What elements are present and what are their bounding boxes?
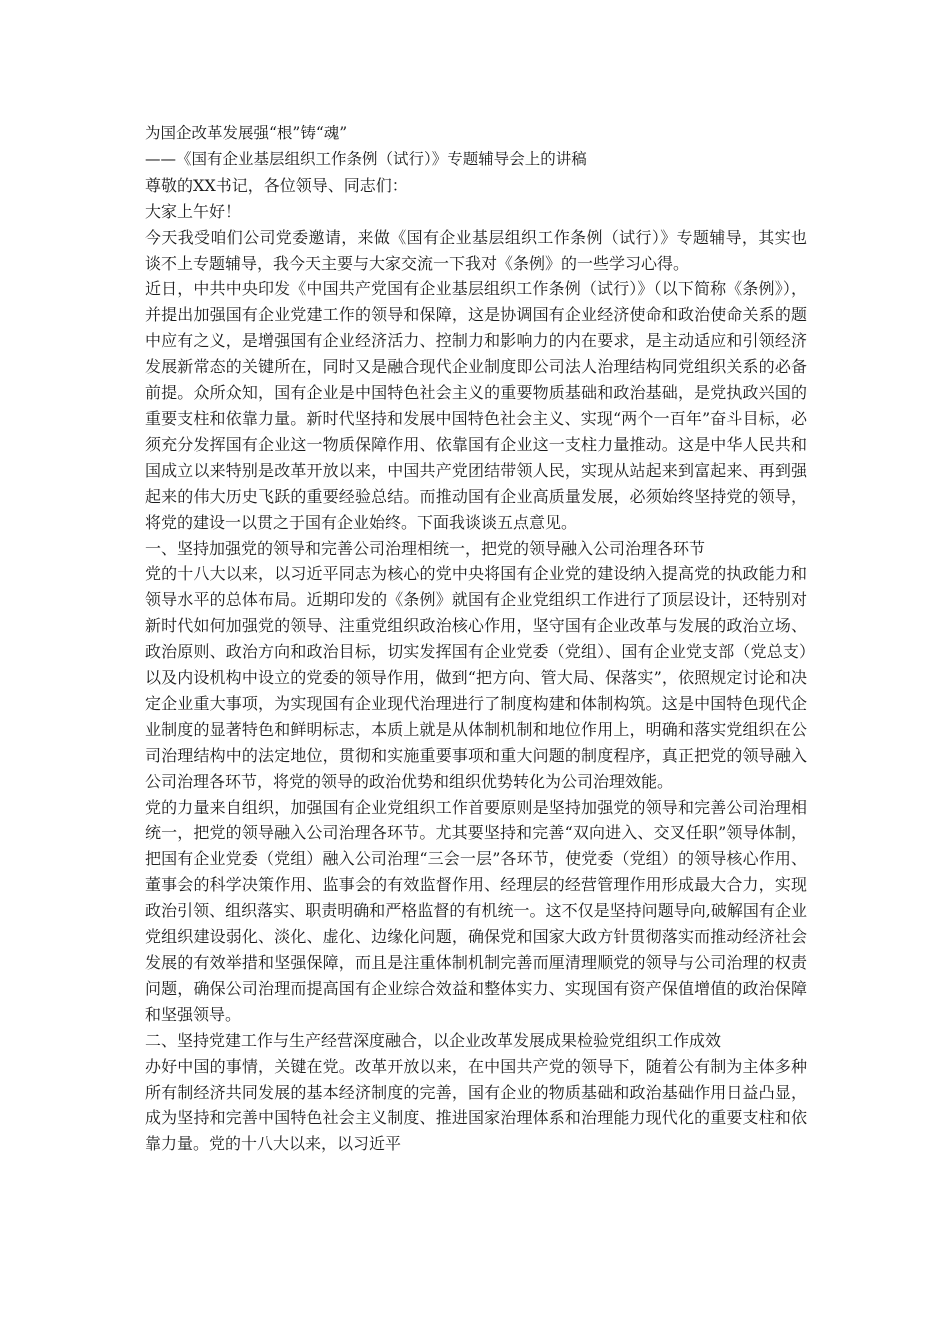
document-subtitle: ——《国有企业基层组织工作条例（试行）》专题辅导会上的讲稿 xyxy=(145,149,587,168)
section2-paragraph: 办好中国的事情，关键在党。改革开放以来，在中国共产党的领导下，随着公有制为主体多种所有制经济共同发展的基本经济制度的完善，国有企业的物质基础和政治基础作用日益凸显，成为坚持和完善中国特色社会主义制度、推进国家治理体系和治理能力现代化的重要支柱和依靠力量。党的十八大以来，以习近平 xyxy=(145,1056,807,1154)
paragraph-intro: 今天我受咱们公司党委邀请，来做《国有企业基层组织工作条例（试行）》专题辅导，其实也谈不上专题辅导，我今天主要与大家交流一下我对《条例》的一些学习心得。 xyxy=(145,227,807,273)
section-heading-2: 二、坚持党建工作与生产经营深度融合，以企业改革发展成果检验党组织工作成效 xyxy=(145,1030,722,1050)
greeting: 大家上午好！ xyxy=(145,201,242,221)
document-title: 为国企改革发展强“根”铸“魂” xyxy=(145,124,348,142)
salutation: 尊敬的XX书记，各位领导、同志们： xyxy=(145,175,408,195)
section1-paragraph: 党的力量来自组织，加强国有企业党组织工作首要原则是坚持加强党的领导和完善公司治理相统一，把党的领导融入公司治理各环节。尤其要坚持和完善“双向进入、交叉任职”领导体制，把国有企业党委（党组）融入公司治理“三会一层”各环节，使党委（党组）的领导核心作用、董事会的科学决策作用、监事会的有效监督作用、经理层的经营管理作用形成最大合力，实现政治引领、组织落实、职责明确和严格监督的有机统一。这不仅是坚持问题导向,破解国有企业党组织建设弱化、淡化、虚化、边缘化问题，确保党和国家大政方针贯彻落实而推动经济社会发展的有效举措和坚强保障，而且是注重体制机制完善而厘清理顺党的领导与公司治理的权责问题，确保公司治理而提高国有企业综合效益和整体实力、实现国有资产保值增值的政治保障和坚强领导。 xyxy=(145,797,807,1024)
section1-paragraph: 党的十八大以来，以习近平同志为核心的党中央将国有企业党的建设纳入提高党的执政能力和领导水平的总体布局。近期印发的《条例》就国有企业党组织工作进行了顶层设计，还特别对新时代如何加强党的领导、注重党组织政治核心作用，坚守国有企业改革与发展的政治立场、政治原则、政治方向和政治目标，切实发挥国有企业党委（党组）、国有企业党支部（党总支）以及内设机构中设立的党委的领导作用，做到“把方向、管大局、保落实”，依照规定讨论和决定企业重大事项，为实现国有企业现代治理进行了制度构建和体制构筑。这是中国特色现代企业制度的显著特色和鲜明标志，本质上就是从体制机制和地位作用上，明确和落实党组织在公司治理结构中的法定地位，贯彻和实施重要事项和重大问题的制度程序，真正把党的领导融入公司治理各环节，将党的领导的政治优势和组织优势转化为公司治理效能。 xyxy=(145,564,807,791)
section-heading-1: 一、坚持加强党的领导和完善公司治理相统一，把党的领导融入公司治理各环节 xyxy=(145,538,706,558)
paragraph-background: 近日，中共中央印发《中国共产党国有企业基层组织工作条例（试行）》（以下简称《条例》），并提出加强国有企业党建工作的领导和保障，这是协调国有企业经济使命和政治使命关系的题中应有之义，是增强国有企业经济活力、控制力和影响力的内在要求，是主动适应和引领经济发展新常态的关键所在，同时又是融合现代企业制度即公司法人治理结构同党组织关系的必备前提。众所众知，国有企业是中国特色社会主义的重要物质基础和政治基础，是党执政兴国的重要支柱和依靠力量。新时代坚持和发展中国特色社会主义、实现“两个一百年”奋斗目标，必须充分发挥国有企业这一物质保障作用、依靠国有企业这一支柱力量推动。这是中华人民共和国成立以来特别是改革开放以来，中国共产党团结带领人民，实现从站起来到富起来、再到强起来的伟大历史飞跃的重要经验总结。而推动国有企业高质量发展，必须始终坚持党的领导，将党的建设一以贯之于国有企业始终。下面我谈谈五点意见。 xyxy=(145,279,807,532)
document-page xyxy=(145,121,807,1157)
